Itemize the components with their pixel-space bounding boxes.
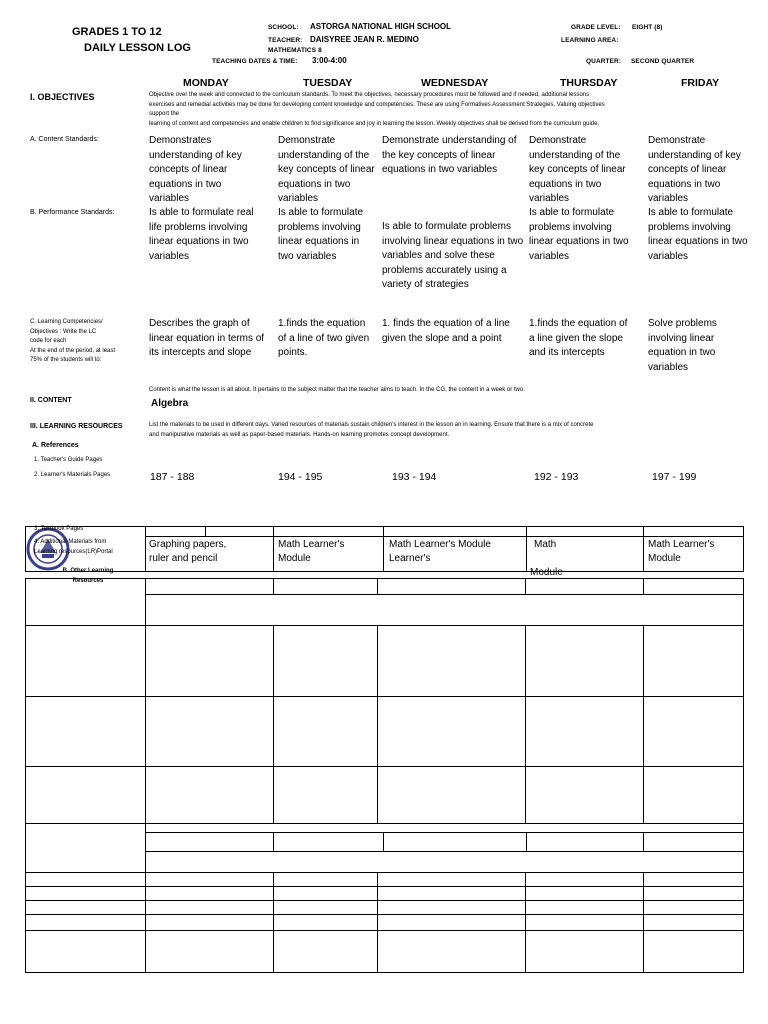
references-label: A. References bbox=[32, 442, 79, 449]
performance-standards-label: B. Performance Standards: bbox=[30, 209, 115, 216]
form-title-line1: GRADES 1 TO 12 bbox=[72, 26, 162, 38]
form-title-line2: DAILY LESSON LOG bbox=[84, 42, 191, 54]
teacher-label: TEACHER: bbox=[268, 37, 303, 44]
competencies-label-line1: C. Learning Competencies/ bbox=[30, 319, 103, 325]
materials-friday-line2: Module bbox=[648, 553, 681, 564]
objectives-note bbox=[149, 91, 749, 129]
day-header-tuesday: TUESDAY bbox=[303, 77, 353, 89]
objectives-note-line3: support the bbox=[149, 111, 180, 117]
performance-standards-thursday: Is able to formulate problems involving linear equations in two variables bbox=[529, 207, 629, 262]
materials-monday-line2: ruler and pencil bbox=[149, 553, 218, 564]
resources-note bbox=[149, 421, 749, 440]
other-resources-label-line2: Resources bbox=[72, 577, 104, 584]
school-label: SCHOOL: bbox=[268, 24, 299, 31]
materials-friday bbox=[648, 538, 714, 566]
content-value: Algebra bbox=[151, 398, 189, 409]
content-standards-friday: Demonstrate understanding of key concepts of linear equations in two variables bbox=[648, 135, 741, 205]
objectives-heading: I. OBJECTIVES bbox=[30, 92, 95, 102]
additional-materials-label-line2: Learning resources(LR)Portal bbox=[34, 548, 113, 555]
content-standards-thursday: Demonstrate understanding of the key concepts of linear equations in two variables bbox=[529, 135, 626, 205]
lm-pages-friday: 197 - 199 bbox=[652, 471, 697, 483]
grade-label: GRADE LEVEL: bbox=[571, 24, 621, 31]
materials-wednesday bbox=[389, 538, 491, 566]
competencies-label-line2: Objectives : Write the LC bbox=[30, 328, 97, 335]
learner-materials-label: 2. Learner's Materials Pages bbox=[34, 472, 111, 478]
quarter-label: QUARTER: bbox=[586, 58, 622, 65]
day-header-monday: MONDAY bbox=[183, 77, 229, 89]
day-header-thursday: THURSDAY bbox=[560, 77, 618, 89]
competencies-label bbox=[30, 318, 145, 366]
materials-wednesday-line1: Math Learner's Module bbox=[389, 539, 491, 550]
lm-pages-thursday: 192 - 193 bbox=[534, 471, 579, 483]
other-resources-label-line1: B. Other Learning bbox=[62, 568, 114, 574]
additional-materials-label bbox=[34, 538, 144, 557]
subject-value: MATHEMATICS 8 bbox=[268, 47, 322, 54]
additional-materials-label-line1: 4. Additional Materials from bbox=[34, 539, 107, 545]
content-standards-label: A. Content Standards: bbox=[30, 136, 99, 143]
resources-note-line2: and manipulative materials as well as paper-based materials. Hands-on learning promotes concept development. bbox=[149, 431, 450, 438]
content-standards-tuesday: Demonstrate understanding of the key concepts of linear equations in two variables bbox=[278, 135, 375, 205]
competencies-friday: Solve problems involving linear equation in two variables bbox=[648, 318, 717, 373]
competencies-label-line4: At the end of the period, at least bbox=[30, 347, 116, 354]
textbook-label: 3. Textbook Pages bbox=[34, 526, 84, 532]
lm-pages-monday: 187 - 188 bbox=[150, 471, 195, 483]
day-header-wednesday: WEDNESDAY bbox=[421, 77, 489, 89]
performance-standards-monday: Is able to formulate real life problems involving linear equations in two variables bbox=[149, 207, 254, 262]
materials-thursday-line1: Math bbox=[534, 539, 557, 550]
school-value: ASTORGA NATIONAL HIGH SCHOOL bbox=[310, 22, 452, 31]
content-heading: II. CONTENT bbox=[30, 397, 72, 404]
dates-value: 3:00-4:00 bbox=[312, 56, 347, 65]
objectives-note-line4: learning of content and competencies and enable children to find significance and joy in learning the lesson. Weekly objectives shall be derived from the curriculum guide. bbox=[149, 120, 600, 127]
materials-tuesday-line1: Math Learner's bbox=[278, 539, 345, 550]
competencies-tuesday: 1.finds the equation of a line of two given points. bbox=[278, 318, 370, 359]
content-standards-wednesday: Demonstrate understanding of the key concepts of linear equations in two variables bbox=[382, 135, 517, 176]
dates-label: TEACHING DATES & TIME: bbox=[212, 58, 298, 65]
resources-note-line1: List the materials to be used in different days. Varied resources of materials sustain children's interest in the lesson an in learning. Ensure that there is a mix of concrete bbox=[149, 422, 594, 428]
area-label: LEARNING AREA: bbox=[561, 37, 619, 44]
grade-value: EIGHT (8) bbox=[632, 24, 663, 31]
competencies-label-line5: 75% of the students will to: bbox=[30, 357, 102, 363]
materials-tuesday-line2: Module bbox=[278, 553, 311, 564]
materials-monday-line1: Graphing papers, bbox=[149, 539, 227, 550]
competencies-label-line3: code for each bbox=[30, 338, 67, 344]
materials-thursday-line2: Module bbox=[530, 567, 563, 578]
lm-pages-tuesday: 194 - 195 bbox=[278, 471, 323, 483]
content-note: Content is what the lesson is all about. It pertains to the subject matter that the teacher aims to teach. In the CG, the content in a week or two. bbox=[149, 387, 525, 393]
materials-tuesday bbox=[278, 538, 344, 566]
day-header-friday: FRIDAY bbox=[681, 77, 720, 89]
objectives-note-line2: exercises and remedial activities may be done for developing content knowledge and competencies. These are using Formatives Assessment Strategies. Valuing objectives bbox=[149, 101, 605, 108]
teacher-guide-label: 1. Teacher's Guide Pages bbox=[34, 457, 103, 463]
performance-standards-wednesday: Is able to formulate problems involving linear equations in two variables and solve these problems accurately using a variety of strategies bbox=[382, 221, 524, 291]
performance-standards-friday: Is able to formulate problems involving linear equations in two variables bbox=[648, 207, 748, 262]
competencies-wednesday: 1. finds the equation of a line given the slope and a point bbox=[382, 318, 510, 344]
performance-standards-tuesday: Is able to formulate problems involving linear equations in two variables bbox=[278, 207, 364, 262]
competencies-monday: Describes the graph of linear equation in terms of its intercepts and slope bbox=[149, 318, 265, 359]
materials-friday-line1: Math Learner's bbox=[648, 539, 715, 550]
quarter-value: SECOND QUARTER bbox=[631, 58, 695, 65]
competencies-thursday: 1.finds the equation of a line given the slope and its intercepts bbox=[529, 318, 628, 359]
objectives-note-line1: Objective over the week and connected to the curriculum standards. To meet the objectives, necessary procedures must be followed and if needed, additional lessons bbox=[149, 92, 590, 98]
resources-heading: III. LEARNING RESOURCES bbox=[30, 423, 123, 430]
lm-pages-wednesday: 193 - 194 bbox=[392, 471, 437, 483]
teacher-value: DAISYREE JEAN R. MEDINO bbox=[310, 35, 419, 44]
content-standards-monday: Demonstrates understanding of key concepts of linear equations in two variables bbox=[149, 135, 242, 205]
materials-wednesday-line2: Learner's bbox=[389, 553, 431, 564]
materials-monday bbox=[149, 538, 226, 566]
